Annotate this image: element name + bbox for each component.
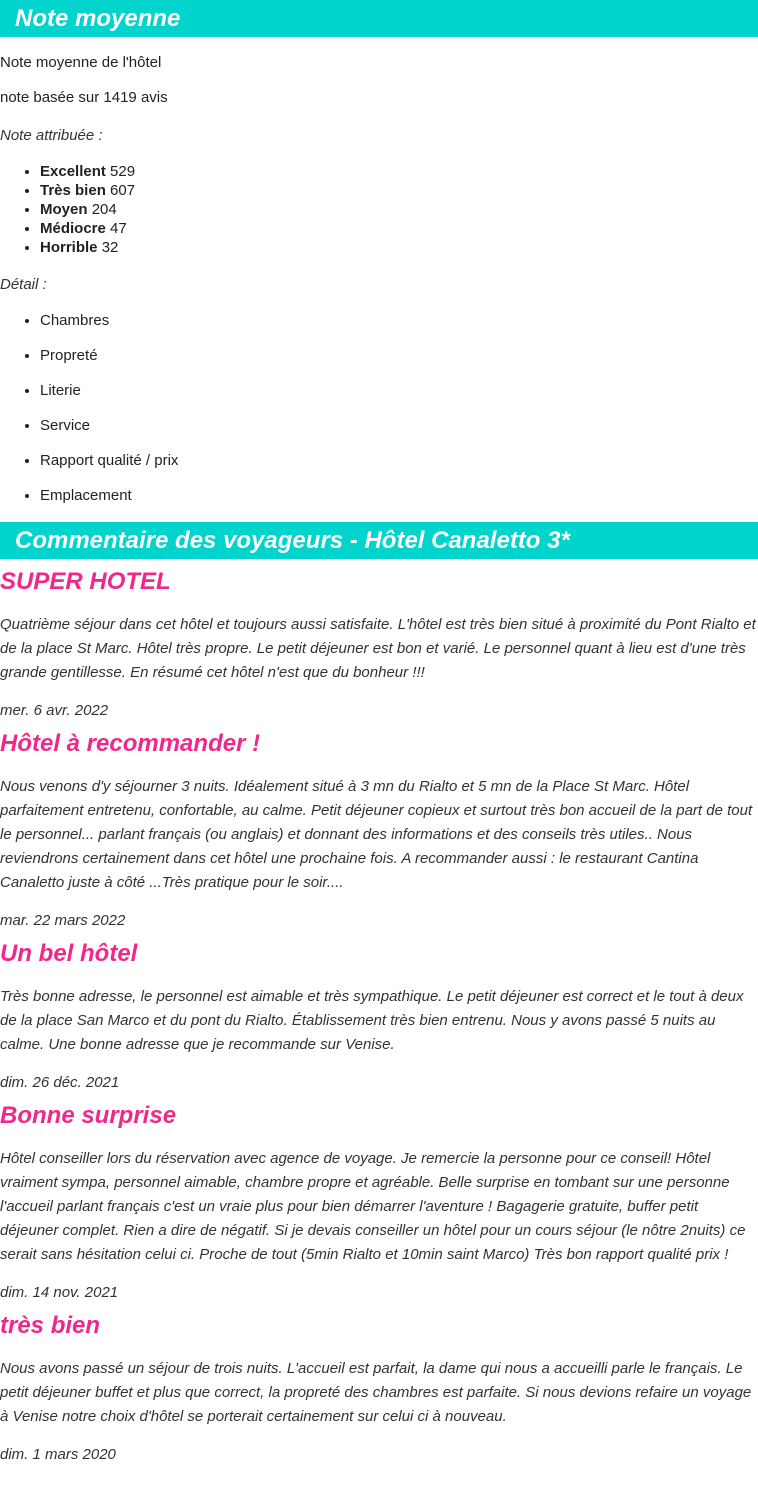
review-text: Quatrième séjour dans cet hôtel et toujours aussi satisfaite. L'hôtel est très bien situé à proximité du Pont Rialto et de la place St Marc. Hôtel très propre. Le petit déjeuner est bon et varié. Le personnel quant à lieu est d'une très grande gentillesse. En résumé cet hôtel n'est que du bonheur !!! [0,616,756,681]
detail-item-emplacement: • Emplacement [40,486,758,506]
rating-item-moyen [40,200,758,219]
rating-count: 32 [101,239,119,256]
rating-label: Horrible [40,239,98,256]
detail-item-service: • Service [40,416,758,436]
detail-item-chambres: • Chambres [40,311,758,331]
detail-label: Détail : [0,276,47,293]
detail-list [0,311,758,506]
review [0,567,758,721]
rating-item-tres-bien [40,181,758,200]
review-text: Hôtel conseiller lors du réservation avec agence de voyage. Je remercie la personne pour ce conseil! Hôtel vraiment sympa, personnel aimable, chambre propre et agréable. Belle surprise en tombant sur une personne l'accueil parlant français c'est un vraie plus pour bien démarrer l'aventure ! Bagagerie gratuite, buffer petit déjeuner complet. Rien a dire de négatif. Si je devais conseiller un hôtel pour un cours séjour (le nôtre 2nuits) ce serait sans hésitation celui ci. Proche de tout (5min Rialto et 10min saint Marco) Très bon rapport qualité prix ! [0,1150,746,1263]
review-title: très bien [0,1312,101,1339]
rating-label: Médiocre [40,220,106,237]
detail-item-proprete: • Propreté [40,346,758,366]
rating-item-horrible [40,238,758,257]
review-title: Un bel hôtel [0,940,138,967]
rating-count: 204 [91,201,117,218]
review-text: Nous venons d'y séjourner 3 nuits. Idéalement situé à 3 mn du Rialto et 5 mn de la Place St Marc. Hôtel parfaitement entretenu, confortable, au calme. Petit déjeuner copieux et surtout très bon accueil de la part de tout le personnel... parlant français (ou anglais) et donnant des informations et des conseils très utiles.. Nous reviendrons certainement dans cet hôtel une prochaine fois. A recommander aussi : le restaurant Cantina Canaletto juste à côté ...Très pratique pour le soir.... [0,778,753,891]
review-title: Bonne surprise [0,1102,177,1129]
review-date: dim. 14 nov. 2021 [0,1284,119,1301]
rating-label: Excellent [40,163,106,180]
rating-item-excellent [40,162,758,181]
rating-item-mediocre [40,219,758,238]
review-count-text: note basée sur 1419 avis [0,89,168,106]
reviews-header: Commentaire des voyageurs - Hôtel Canaletto 3* [0,522,758,559]
detail-item-rapport-qualite-prix: • Rapport qualité / prix [40,451,758,471]
review-text: Nous avons passé un séjour de trois nuits. L'accueil est parfait, la dame qui nous a accueilli parle le français. Le petit déjeuner buffet et plus que correct, la propreté des chambres est parfaite. Si nous devions refaire un voyage à Venise notre choix d'hôtel se porterait certainement sur celui ci à nouveau. [0,1360,752,1425]
review-title: SUPER HOTEL [0,568,171,595]
rating-count: 607 [110,182,136,199]
review [0,1101,758,1303]
review-date: dim. 1 mars 2020 [0,1446,116,1463]
review-date: mar. 22 mars 2022 [0,912,126,929]
review-title: Hôtel à recommander ! [0,730,261,757]
review-date: mer. 6 avr. 2022 [0,702,109,719]
rating-count: 529 [110,163,136,180]
review-text: Très bonne adresse, le personnel est aimable et très sympathique. Le petit déjeuner est correct et le tout à deux de la place San Marco et du pont du Rialto. Établissement très bien entrenu. Nous y avons passé 5 nuits au calme. Une bonne adresse que je recommande sur Venise. [0,988,744,1053]
average-rating-title: Note moyenne de l'hôtel [0,54,162,71]
ratings-list [0,162,758,257]
detail-item-literie: • Literie [40,381,758,401]
ratings-label: Note attribuée : [0,127,103,144]
review [0,939,758,1093]
rating-label: Très bien [40,182,106,199]
average-rating-header: Note moyenne [0,0,758,37]
review [0,1311,758,1465]
review-date: dim. 26 déc. 2021 [0,1074,120,1091]
rating-count: 47 [110,220,127,237]
rating-label: Moyen [40,201,88,218]
review [0,729,758,931]
